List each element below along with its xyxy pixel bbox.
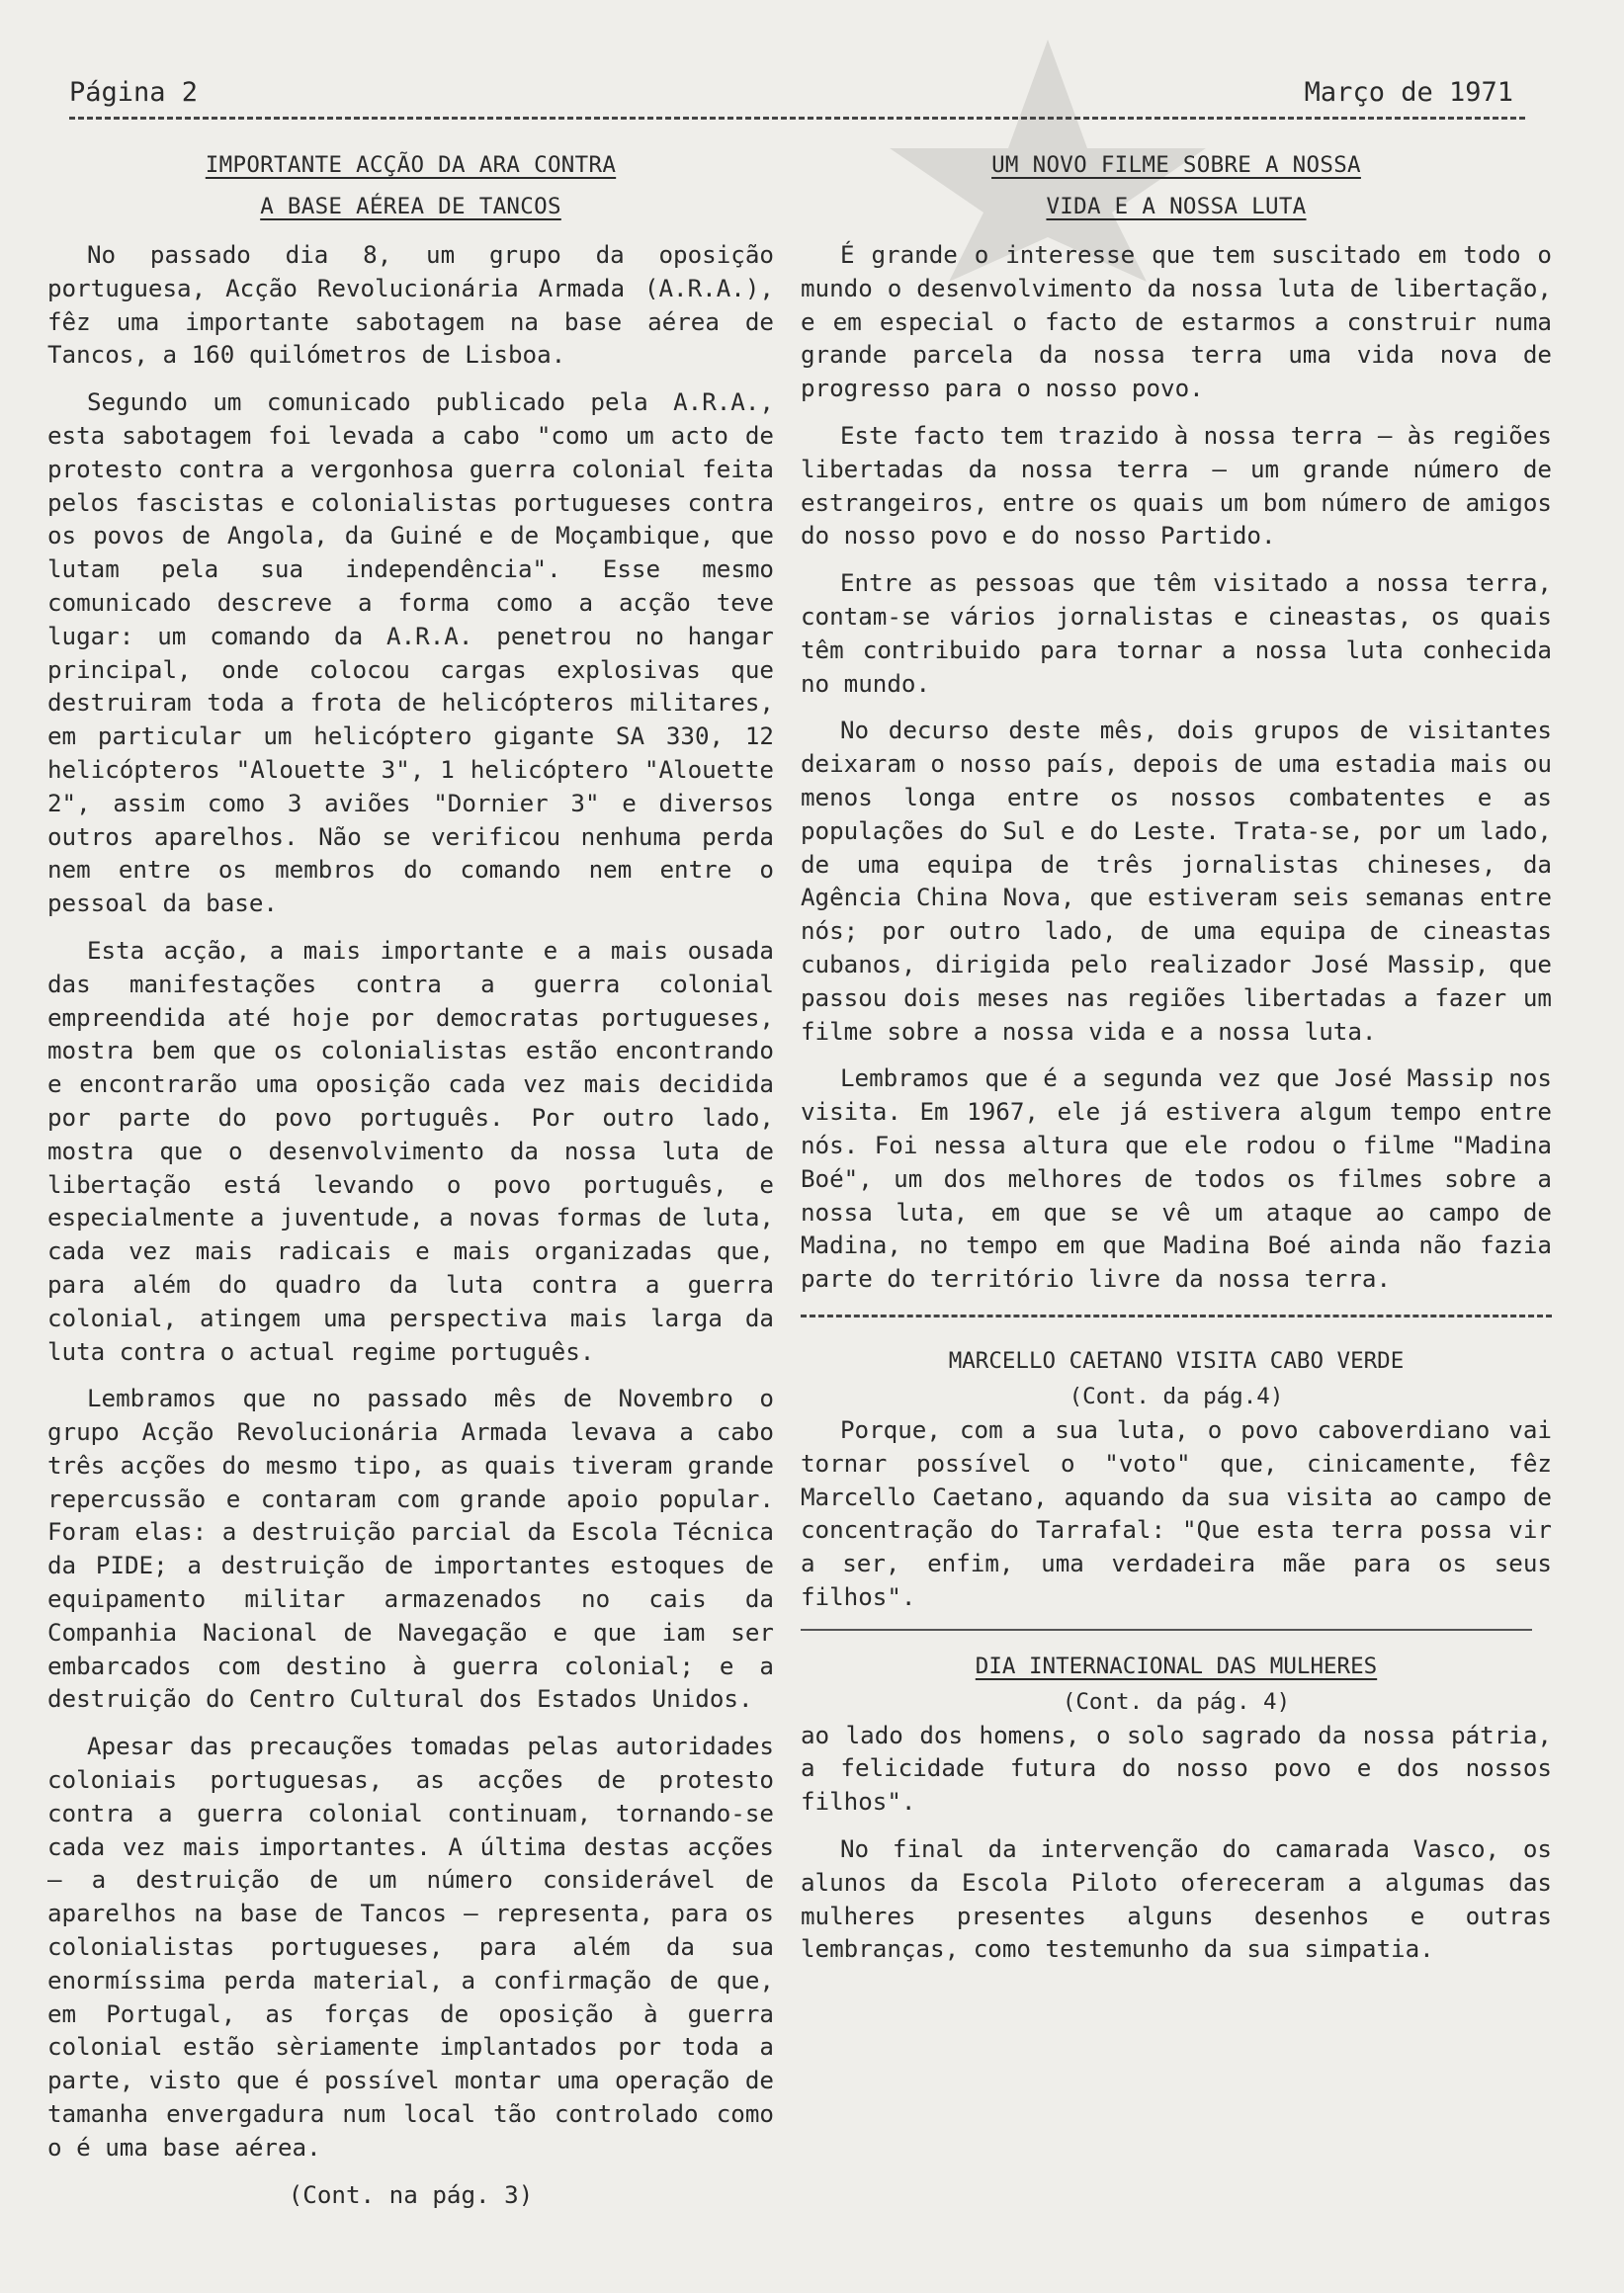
headline-line-2: VIDA E A NOSSA LUTA — [1046, 194, 1307, 219]
page-number: Página 2 — [69, 77, 199, 108]
section-divider — [801, 1629, 1532, 1631]
article-paragraph: No passado dia 8, um grupo da oposição portuguesa, Acção Revolucionária Armada (A.R.A.), fêz uma importante sabotagem na base aérea de Tancos, a 160 quilómetros de Lisboa. — [47, 241, 774, 370]
section-divider — [801, 1315, 1552, 1317]
women-heading — [801, 1649, 1552, 1684]
women-continuation: (Cont. da pág. 4) — [1062, 1688, 1291, 1715]
article-paragraph: Esta acção, a mais importante e a mais ousada das manifestações contra a guerra colonial empreendida até hoje por democratas portugueses, mostra bem que os colonialistas estão encontrando e encontrarão uma oposição cada vez mais decidida por parte do povo português. Por outro lado, mostra que o desenvolvimento da nossa luta de libertação está levando o povo português, e especialmente a juventude, a novas formas de luta, cada vez mais radicais e mais organizadas que, para além do quadro da luta contra a guerra colonial, atingem uma perspectiva mais larga da luta contra o actual regime português. — [47, 936, 774, 1366]
marcello-paragraph: Porque, com a sua luta, o povo caboverdiano vai tornar possível o "voto" que, cinicamente, fêz Marcello Caetano, aquando da sua visita ao campo de concentração do Tarrafal: "Que esta terra possa vir a ser, enfim, uma verdadeira mãe para os seus filhos". — [801, 1415, 1552, 1611]
article-paragraph: Entre as pessoas que têm visitado a nossa terra, contam-se vários jornalistas e cineastas, os quais têm contribuido para tornar a nossa luta conhecida no mundo. — [801, 569, 1552, 698]
women-paragraph: No final da intervenção do camarada Vasco, os alunos da Escola Piloto ofereceram a algumas das mulheres presentes alguns desenhos e outras lembranças, como testemunho da sua simpatia. — [801, 1835, 1552, 1964]
headline-line-1: IMPORTANTE ACÇÃO DA ARA CONTRA — [205, 152, 617, 178]
continuation-note: (Cont. na pág. 3) — [288, 2180, 534, 2209]
article-paragraph: No decurso deste mês, dois grupos de visitantes deixaram o nosso país, depois de uma estadia mais ou menos longa entre os nossos combatentes e as populações do Sul e do Leste. Trata-se, por um lado, de uma equipa de três jornalistas chineses, da Agência China Nova, que estiveram seis semanas entre nós; por outro lado, de uma equipa de cineastas cubanos, dirigida pelo realizador José Massip, que passou dois meses nas regiões libertadas a fazer um filme sobre a nossa vida e a nossa luta. — [801, 717, 1552, 1046]
article-paragraph: Segundo um comunicado publicado pela A.R.A., esta sabotagem foi levada a cabo "como um acto de protesto contra a vergonhosa guerra colonial feita pelos fascistas e colonialistas portugueses contra os povos de Angola, da Guiné e de Moçambique, que lutam pela sua independência". Esse mesmo comunicado descreve a forma como a acção teve lugar: um comando da A.R.A. penetrou no hangar principal, onde colocou cargas explosivas que destruiram toda a frota de helicópteros militares, em particular um helicóptero gigante SA 330, 12 helicópteros "Alouette 3", 1 helicóptero "Alouette 2", assim como 3 aviões "Dornier 3" e diversos outros aparelhos. Não se verificou nenhuma perda nem entre os membros do comando nem entre o pessoal da base. — [47, 388, 774, 918]
article-paragraph: Apesar das precauções tomadas pelas autoridades coloniais portuguesas, as acções de protesto contra a guerra colonial continuam, tornando-se cada vez mais importantes. A última destas acções – a destruição de um número considerável de aparelhos na base de Tancos – representa, para os colonialistas portugueses, para além da sua enormíssima perda material, a confirmação de que, em Portugal, as forças de oposição à guerra colonial estão sèriamente implantados por toda a parte, visto que é possível montar uma operação de tamanha envergadura num local tão controlado como o é uma base aérea. — [47, 1733, 774, 2162]
article-headline-film — [801, 144, 1552, 227]
issue-date: Março de 1971 — [1304, 77, 1513, 108]
women-heading-text: DIA INTERNACIONAL DAS MULHERES — [975, 1653, 1378, 1679]
women-paragraph: ao lado dos homens, o solo sagrado da nossa pátria, a felicidade futura do nosso povo e dos nossos filhos". — [801, 1721, 1552, 1817]
headline-line-1: UM NOVO FILME SOBRE A NOSSA — [991, 152, 1361, 178]
article-paragraph: Este facto tem trazido à nossa terra – às regiões libertadas da nossa terra – um grande número de estrangeiros, entre os quais um bom número de amigos do nosso povo e do nosso Partido. — [801, 421, 1552, 551]
headline-line-2: A BASE AÉREA DE TANCOS — [260, 194, 561, 219]
page-header — [69, 75, 1525, 120]
left-column — [47, 144, 774, 2212]
article-paragraph: Lembramos que no passado mês de Novembro o grupo Acção Revolucionária Armada levava a cabo três acções do mesmo tipo, as quais tiveram grande repercussão e contaram com grande apoio popular. Foram elas: a destruição parcial da Escola Técnica da PIDE; a destruição de importantes estoques de equipamento militar armazenados no cais da Companhia Nacional de Navegação e que iam ser embarcados com destino à guerra colonial; e a destruição do Centro Cultural dos Estados Unidos. — [47, 1385, 774, 1714]
right-column — [801, 144, 1552, 1981]
article-paragraph: Lembramos que é a segunda vez que José Massip nos visita. Em 1967, ele já estivera algum tempo entre nós. Foi nessa altura que ele rodou o filme "Madina Boé", um dos melhores de todos os filmes sobre a nossa luta, em que se vê um ataque ao campo de Madina, no tempo em que Madina Boé ainda não fazia parte do território livre da nossa terra. — [801, 1064, 1552, 1294]
article-paragraph: É grande o interesse que tem suscitado em todo o mundo o desenvolvimento da nossa luta de libertação, e em especial o facto de estarmos a construir numa grande parcela da nossa terra uma vida nova de progresso para o nosso povo. — [801, 241, 1552, 403]
marcello-heading: MARCELLO CAETANO VISITA CABO VERDE — [948, 1347, 1405, 1374]
marcello-continuation: (Cont. da pág.4) — [1068, 1383, 1284, 1409]
article-headline-ara — [47, 144, 774, 227]
